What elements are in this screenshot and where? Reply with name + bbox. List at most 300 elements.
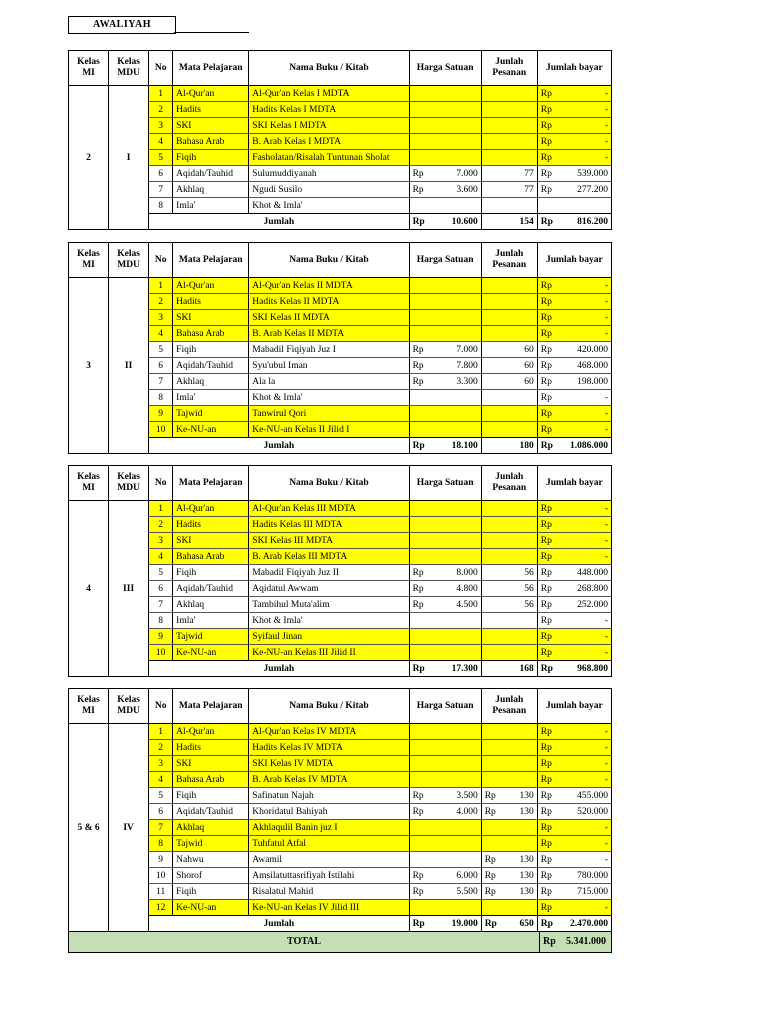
header-no: No [149, 243, 173, 278]
pesanan-cell [481, 884, 537, 900]
mata-pelajaran-cell: Fiqih [173, 150, 249, 166]
pesanan-cell [481, 613, 537, 629]
bayar-cell [537, 533, 611, 549]
bayar-value [541, 376, 608, 388]
table-row [69, 581, 612, 597]
pesanan-cell [481, 565, 537, 581]
nama-buku-cell: Risalatul Mahid [249, 884, 409, 900]
no-cell: 10 [149, 645, 173, 661]
table-row [69, 342, 612, 358]
pesanan-value-amount: 60 [524, 360, 534, 371]
table-row [69, 836, 612, 852]
table-row [69, 820, 612, 836]
harga-cell [409, 501, 481, 517]
harga-cell [409, 756, 481, 772]
bayar-value [541, 88, 608, 100]
bayar-value-currency: Rp [540, 376, 552, 387]
mata-pelajaran-cell: Fiqih [173, 565, 249, 581]
jumlah-pesanan-cell [481, 214, 537, 230]
table-row [69, 182, 612, 198]
bayar-cell [537, 102, 611, 118]
bayar-cell [537, 724, 611, 740]
harga-value-currency: Rp [412, 870, 424, 881]
harga-value [413, 184, 478, 196]
table-row [69, 517, 612, 533]
mata-pelajaran-cell: Hadits [173, 102, 249, 118]
pesanan-cell [481, 374, 537, 390]
bayar-value [541, 758, 608, 770]
jumlah-pesanan-cell [481, 661, 537, 677]
table-row [69, 645, 612, 661]
no-cell: 12 [149, 900, 173, 916]
nama-buku-cell: Khot & Imla' [249, 198, 409, 214]
grand-total-row [68, 931, 612, 953]
mata-pelajaran-cell: Tajwid [173, 406, 249, 422]
nama-buku-cell: Hadits Kelas IV MDTA [249, 740, 409, 756]
bayar-value [541, 344, 608, 356]
jumlah-row [69, 214, 612, 230]
no-cell: 2 [149, 102, 173, 118]
jumlah-harga-amount: 19.000 [451, 918, 478, 929]
harga-cell [409, 86, 481, 102]
bayar-cell [537, 820, 611, 836]
pesanan-cell [481, 501, 537, 517]
no-cell: 10 [149, 868, 173, 884]
jumlah-bayar [541, 918, 608, 930]
bayar-value-amount: - [604, 758, 608, 769]
nama-buku-cell: Safinatun Najah [249, 788, 409, 804]
bayar-value [541, 519, 608, 531]
table-row [69, 740, 612, 756]
bayar-value-currency: Rp [540, 790, 552, 801]
no-cell: 9 [149, 629, 173, 645]
harga-cell [409, 150, 481, 166]
no-cell: 6 [149, 166, 173, 182]
pesanan-value-currency: Rp [484, 870, 496, 881]
nama-buku-cell: Ngudi Susilo [249, 182, 409, 198]
bayar-value-amount: - [604, 742, 608, 753]
pesanan-value-amount: 130 [519, 854, 534, 865]
bayar-value [541, 599, 608, 611]
bayar-cell [537, 549, 611, 565]
harga-value-currency: Rp [412, 344, 424, 355]
harga-cell [409, 868, 481, 884]
bayar-value-amount: - [604, 136, 608, 147]
harga-cell [409, 517, 481, 533]
kelas-mdu-cell: IV [109, 724, 149, 932]
nama-buku-cell: Tanwirul Qori [249, 406, 409, 422]
jumlah-harga-cell [409, 438, 481, 454]
kelas-mdu-cell: I [109, 86, 149, 230]
class-table [68, 465, 612, 677]
bayar-cell [537, 501, 611, 517]
pesanan-value-amount: 130 [519, 806, 534, 817]
pesanan-value [485, 806, 534, 818]
harga-cell [409, 422, 481, 438]
kelas-mi-cell: 5 & 6 [69, 724, 109, 932]
bayar-value [541, 631, 608, 643]
nama-buku-cell: Fasholatan/Risalah Tuntunan Sholat [249, 150, 409, 166]
mata-pelajaran-cell: SKI [173, 118, 249, 134]
nama-buku-cell: SKI Kelas III MDTA [249, 533, 409, 549]
bayar-value-amount: - [604, 424, 608, 435]
harga-cell [409, 374, 481, 390]
no-cell: 4 [149, 772, 173, 788]
bayar-value-currency: Rp [540, 615, 552, 626]
nama-buku-cell: Sulumuddiyanah [249, 166, 409, 182]
no-cell: 7 [149, 820, 173, 836]
pesanan-cell [481, 278, 537, 294]
mata-pelajaran-cell: Fiqih [173, 788, 249, 804]
pesanan-value-currency: Rp [484, 790, 496, 801]
jumlah-label: Jumlah [149, 438, 409, 454]
header-kelas-mdu: Kelas MDU [109, 51, 149, 86]
harga-value [413, 344, 478, 356]
bayar-value-amount: 448.000 [577, 567, 608, 578]
bayar-value [541, 296, 608, 308]
header-nama-buku: Nama Buku / Kitab [249, 466, 409, 501]
pesanan-cell [481, 134, 537, 150]
jumlah-bayar-currency: Rp [540, 918, 553, 929]
bayar-value-currency: Rp [540, 726, 552, 737]
nama-buku-cell: Hadits Kelas III MDTA [249, 517, 409, 533]
nama-buku-cell: Amsilatuttasrifiyah Istilahi [249, 868, 409, 884]
nama-buku-cell: Mabadil Fiqiyah Juz II [249, 565, 409, 581]
bayar-value-currency: Rp [540, 360, 552, 371]
no-cell: 9 [149, 406, 173, 422]
jumlah-pesanan [485, 216, 534, 228]
pesanan-value [485, 870, 534, 882]
pesanan-cell [481, 740, 537, 756]
bayar-value-amount: - [604, 631, 608, 642]
kelas-mdu-cell: II [109, 278, 149, 454]
jumlah-harga [413, 216, 478, 228]
table-row [69, 406, 612, 422]
bayar-value-amount: 420.000 [577, 344, 608, 355]
bayar-value-amount: 455.000 [577, 790, 608, 801]
no-cell: 10 [149, 422, 173, 438]
bayar-value-currency: Rp [540, 503, 552, 514]
header-jumlah-bayar: Jumlah bayar [537, 689, 611, 724]
harga-cell [409, 820, 481, 836]
bayar-cell [537, 772, 611, 788]
mata-pelajaran-cell: Bahasa Arab [173, 134, 249, 150]
harga-cell [409, 836, 481, 852]
harga-cell [409, 118, 481, 134]
harga-cell [409, 772, 481, 788]
pesanan-cell [481, 406, 537, 422]
table-row [69, 501, 612, 517]
jumlah-harga-currency: Rp [412, 663, 425, 674]
mata-pelajaran-cell: Akhlaq [173, 182, 249, 198]
bayar-value-currency: Rp [540, 838, 552, 849]
harga-cell [409, 549, 481, 565]
bayar-cell [537, 358, 611, 374]
bayar-cell [537, 788, 611, 804]
bayar-cell [537, 581, 611, 597]
jumlah-bayar-amount: 816.200 [577, 216, 608, 227]
nama-buku-cell: Aqidatul Awwam [249, 581, 409, 597]
no-cell: 8 [149, 390, 173, 406]
pesanan-value [485, 583, 534, 595]
mata-pelajaran-cell: Ke-NU-an [173, 645, 249, 661]
header-kelas-mdu: Kelas MDU [109, 466, 149, 501]
bayar-value [541, 647, 608, 659]
bayar-value [541, 854, 608, 866]
bayar-value [541, 806, 608, 818]
nama-buku-cell: Hadits Kelas I MDTA [249, 102, 409, 118]
jumlah-pesanan-amount: 180 [519, 440, 534, 451]
harga-cell [409, 645, 481, 661]
bayar-cell [537, 629, 611, 645]
bayar-value-amount: - [604, 551, 608, 562]
bayar-value-currency: Rp [540, 104, 552, 115]
nama-buku-cell: B. Arab Kelas I MDTA [249, 134, 409, 150]
table-row [69, 724, 612, 740]
nama-buku-cell: SKI Kelas IV MDTA [249, 756, 409, 772]
jumlah-pesanan-amount: 154 [519, 216, 534, 227]
harga-value [413, 583, 478, 595]
harga-value-currency: Rp [412, 583, 424, 594]
bayar-cell [537, 182, 611, 198]
bayar-value-currency: Rp [540, 328, 552, 339]
grand-total-amount: 5.341.000 [566, 936, 606, 947]
jumlah-pesanan-currency: Rp [484, 918, 497, 929]
bayar-value [541, 822, 608, 834]
table-row [69, 868, 612, 884]
bayar-value-amount: 277.200 [577, 184, 608, 195]
jumlah-bayar [541, 663, 608, 675]
bayar-cell [537, 342, 611, 358]
bayar-cell [537, 166, 611, 182]
bayar-value [541, 136, 608, 148]
harga-value-amount: 3.600 [456, 184, 478, 195]
header-mata-pelajaran: Mata Pelajaran [173, 243, 249, 278]
table-row [69, 166, 612, 182]
table-row [69, 629, 612, 645]
pesanan-cell [481, 724, 537, 740]
nama-buku-cell: Tuhfatul Atfal [249, 836, 409, 852]
bayar-value-amount: - [604, 503, 608, 514]
mata-pelajaran-cell: Ke-NU-an [173, 422, 249, 438]
harga-cell [409, 581, 481, 597]
pesanan-cell [481, 150, 537, 166]
mata-pelajaran-cell: Akhlaq [173, 820, 249, 836]
bayar-value-amount: - [604, 88, 608, 99]
no-cell: 1 [149, 501, 173, 517]
bayar-value-amount: - [604, 328, 608, 339]
table-row [69, 86, 612, 102]
no-cell: 6 [149, 804, 173, 820]
mata-pelajaran-cell: Hadits [173, 740, 249, 756]
pesanan-cell [481, 294, 537, 310]
pesanan-value [485, 599, 534, 611]
bayar-value-amount: 780.000 [577, 870, 608, 881]
mata-pelajaran-cell: Fiqih [173, 342, 249, 358]
harga-cell [409, 358, 481, 374]
mata-pelajaran-cell: Fiqih [173, 884, 249, 900]
bayar-value-currency: Rp [540, 424, 552, 435]
jumlah-pesanan [485, 918, 534, 930]
pesanan-cell [481, 310, 537, 326]
header-kelas-mdu: Kelas MDU [109, 243, 149, 278]
bayar-value-currency: Rp [540, 806, 552, 817]
jumlah-bayar-amount: 968.800 [577, 663, 608, 674]
bayar-value [541, 392, 608, 404]
harga-cell [409, 740, 481, 756]
harga-cell [409, 198, 481, 214]
pesanan-value [485, 344, 534, 356]
header-row [69, 466, 612, 501]
no-cell: 4 [149, 549, 173, 565]
header-row [69, 51, 612, 86]
header-harga-satuan: Harga Satuan [409, 466, 481, 501]
harga-value-currency: Rp [412, 790, 424, 801]
bayar-value-amount: 715.000 [577, 886, 608, 897]
nama-buku-cell: Syifaul Jinan [249, 629, 409, 645]
jumlah-row [69, 916, 612, 932]
pesanan-cell [481, 198, 537, 214]
bayar-cell [537, 374, 611, 390]
nama-buku-cell: Tambihul Muta'alim [249, 597, 409, 613]
harga-value-currency: Rp [412, 599, 424, 610]
harga-value-amount: 3.300 [456, 376, 478, 387]
pesanan-cell [481, 102, 537, 118]
jumlah-harga-cell [409, 214, 481, 230]
header-mata-pelajaran: Mata Pelajaran [173, 51, 249, 86]
harga-value [413, 567, 478, 579]
jumlah-harga-cell [409, 916, 481, 932]
header-no: No [149, 689, 173, 724]
pesanan-cell [481, 836, 537, 852]
harga-value-amount: 4.000 [456, 806, 478, 817]
harga-value-currency: Rp [412, 360, 424, 371]
bayar-value [541, 280, 608, 292]
bayar-cell [537, 852, 611, 868]
header-no: No [149, 51, 173, 86]
bayar-value-amount: 198.000 [577, 376, 608, 387]
nama-buku-cell: SKI Kelas II MDTA [249, 310, 409, 326]
mata-pelajaran-cell: Al-Qur'an [173, 501, 249, 517]
harga-cell [409, 182, 481, 198]
table-row [69, 884, 612, 900]
harga-value [413, 168, 478, 180]
bayar-value-amount: - [604, 774, 608, 785]
jumlah-bayar [541, 440, 608, 452]
pesanan-cell [481, 86, 537, 102]
jumlah-bayar-currency: Rp [540, 663, 553, 674]
bayar-value-amount: - [604, 647, 608, 658]
jumlah-harga [413, 918, 478, 930]
harga-value-currency: Rp [412, 376, 424, 387]
pesanan-cell [481, 581, 537, 597]
no-cell: 8 [149, 613, 173, 629]
harga-value [413, 806, 478, 818]
bayar-cell [537, 150, 611, 166]
bayar-value-currency: Rp [540, 758, 552, 769]
pesanan-value-amount: 56 [524, 599, 534, 610]
harga-value-amount: 7.000 [456, 168, 478, 179]
pesanan-cell [481, 868, 537, 884]
harga-cell [409, 629, 481, 645]
nama-buku-cell: Khoridatul Bahiyah [249, 804, 409, 820]
pesanan-value-amount: 130 [519, 790, 534, 801]
bayar-cell [537, 310, 611, 326]
pesanan-value [485, 854, 534, 866]
no-cell: 3 [149, 310, 173, 326]
harga-value [413, 870, 478, 882]
bayar-value-amount: - [604, 838, 608, 849]
jumlah-harga [413, 663, 478, 675]
table-row [69, 613, 612, 629]
bayar-value-amount: - [604, 296, 608, 307]
table-row [69, 772, 612, 788]
kelas-mi-cell: 4 [69, 501, 109, 677]
pesanan-cell [481, 326, 537, 342]
jumlah-pesanan-cell [481, 438, 537, 454]
nama-buku-cell: SKI Kelas I MDTA [249, 118, 409, 134]
table-row [69, 756, 612, 772]
bayar-value [541, 551, 608, 563]
jumlah-harga-currency: Rp [412, 918, 425, 929]
bayar-cell [537, 118, 611, 134]
pesanan-cell [481, 166, 537, 182]
section-title: AWALIYAH [68, 16, 176, 34]
jumlah-bayar-amount: 2.470.000 [570, 918, 608, 929]
header-nama-buku: Nama Buku / Kitab [249, 51, 409, 86]
bayar-value-currency: Rp [540, 854, 552, 865]
header-kelas-mi: Kelas MI [69, 51, 109, 86]
jumlah-row [69, 661, 612, 677]
bayar-value-currency: Rp [540, 120, 552, 131]
table-row [69, 294, 612, 310]
bayar-cell [537, 86, 611, 102]
table-row [69, 310, 612, 326]
grand-total-currency: Rp [543, 936, 556, 947]
header-nama-buku: Nama Buku / Kitab [249, 689, 409, 724]
jumlah-pesanan [485, 440, 534, 452]
bayar-value-currency: Rp [540, 886, 552, 897]
bayar-value-amount: - [604, 854, 608, 865]
harga-value-amount: 7.800 [456, 360, 478, 371]
harga-cell [409, 166, 481, 182]
nama-buku-cell: Awamil [249, 852, 409, 868]
bayar-value [541, 886, 608, 898]
bayar-value-currency: Rp [540, 136, 552, 147]
bayar-value-amount: - [604, 822, 608, 833]
bayar-value-amount: - [604, 120, 608, 131]
pesanan-value-currency: Rp [484, 886, 496, 897]
harga-cell [409, 852, 481, 868]
pesanan-value [485, 790, 534, 802]
nama-buku-cell: Khot & Imla' [249, 613, 409, 629]
pesanan-cell [481, 597, 537, 613]
bayar-value-currency: Rp [540, 280, 552, 291]
pesanan-value-currency: Rp [484, 854, 496, 865]
mata-pelajaran-cell: Aqidah/Tauhid [173, 804, 249, 820]
bayar-value [541, 726, 608, 738]
bayar-cell [537, 756, 611, 772]
no-cell: 1 [149, 724, 173, 740]
bayar-value-currency: Rp [540, 344, 552, 355]
table-row [69, 326, 612, 342]
mata-pelajaran-cell: Bahasa Arab [173, 326, 249, 342]
jumlah-bayar-cell [537, 438, 611, 454]
bayar-cell [537, 868, 611, 884]
header-kelas-mdu: Kelas MDU [109, 689, 149, 724]
header-row [69, 243, 612, 278]
mata-pelajaran-cell: Bahasa Arab [173, 549, 249, 565]
